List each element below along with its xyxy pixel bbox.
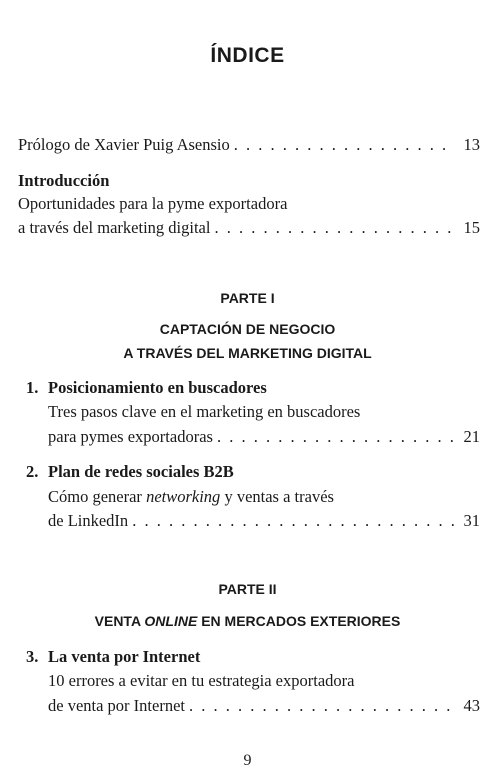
- introduction-subtitle-line1: Oportunidades para la pyme exportadora: [18, 194, 288, 213]
- chapter-1-title: Posicionamiento en buscadores: [48, 378, 267, 397]
- toc-entry-chapter-3: [48, 696, 480, 716]
- chapter-2-subtitle-line1: [48, 487, 480, 507]
- page-number: 31: [463, 511, 480, 530]
- page-number: 13: [463, 135, 480, 154]
- page-number: 43: [463, 696, 480, 715]
- toc-entry-introduction: [18, 218, 480, 238]
- part-2-label: PARTE II: [218, 581, 277, 597]
- folio-page-number: 9: [243, 752, 252, 769]
- part-1-title-line2: A TRAVÉS DEL MARKETING DIGITAL: [123, 345, 372, 361]
- page-number: 15: [463, 218, 480, 237]
- chapter-2-number: 2.: [26, 462, 39, 481]
- subtitle-text-emphasis: networking: [146, 487, 221, 506]
- part-2-title-emphasis: ONLINE: [144, 613, 198, 629]
- toc-entry-prologue: [18, 135, 480, 155]
- entry-text: para pymes exportadoras: [48, 427, 213, 446]
- chapter-3-subtitle-line1: 10 errores a evitar en tu estrategia exportadora: [48, 671, 355, 690]
- part-2-title-pre: VENTA: [94, 613, 145, 629]
- dot-leader: [189, 696, 454, 716]
- dot-leader: [234, 135, 454, 155]
- chapter-1-subtitle-line1: Tres pasos clave en el marketing en buscadores: [48, 402, 361, 421]
- part-2-title-post: EN MERCADOS EXTERIORES: [197, 613, 401, 629]
- part-2-title: [0, 612, 495, 630]
- page-number: 21: [463, 427, 480, 446]
- subtitle-text-pre: Cómo generar: [48, 487, 147, 506]
- page-title: ÍNDICE: [210, 44, 285, 67]
- chapter-3-title: La venta por Internet: [48, 647, 201, 666]
- entry-text: Prólogo de Xavier Puig Asensio: [18, 135, 230, 154]
- part-1-title-line1: CAPTACIÓN DE NEGOCIO: [159, 321, 336, 337]
- entry-text: a través del marketing digital: [18, 218, 211, 237]
- subtitle-text-post: y ventas a través: [220, 487, 334, 506]
- chapter-2-title: Plan de redes sociales B2B: [48, 462, 234, 481]
- dot-leader: [217, 427, 454, 447]
- toc-entry-chapter-2: [48, 511, 480, 531]
- entry-text: de venta por Internet: [48, 696, 185, 715]
- chapter-3-number: 3.: [26, 647, 39, 666]
- dot-leader: [132, 511, 454, 531]
- entry-text: de LinkedIn: [48, 511, 129, 530]
- part-1-label: PARTE I: [220, 290, 275, 306]
- toc-entry-chapter-1: [48, 427, 480, 447]
- introduction-heading: Introducción: [18, 171, 110, 190]
- dot-leader: [214, 218, 454, 238]
- chapter-1-number: 1.: [26, 378, 39, 397]
